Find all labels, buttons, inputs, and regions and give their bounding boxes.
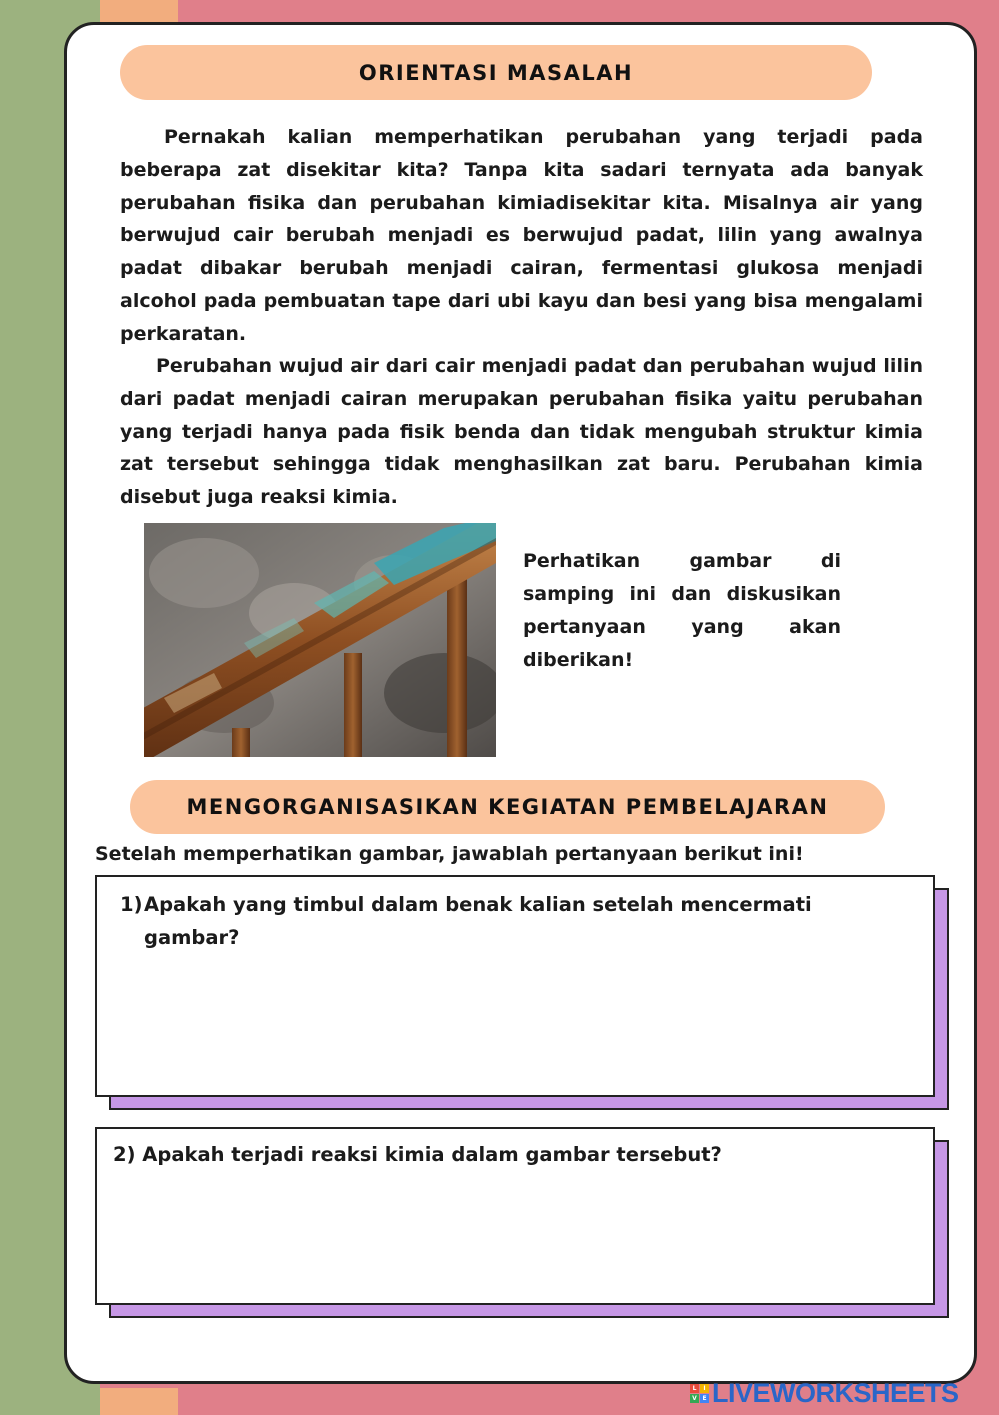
rusty-railing-photo: [144, 523, 496, 757]
answer-2-input[interactable]: [110, 1178, 926, 1297]
logo-block-i: I: [700, 1384, 709, 1393]
question-2-text: [113, 1138, 913, 1171]
question-1-number: 1): [120, 893, 143, 916]
liveworksheets-logo: [690, 1378, 959, 1408]
question-instruction: Setelah memperhatikan gambar, jawablah pertanyaan berikut ini!: [95, 843, 804, 865]
intro-paragraph-1: Pernakah kalian memperhatikan perubahan yang terjadi pada beberapa zat disekitar kita? Tanpa kita sadari ternyata ada banyak perubahan fisika dan perubahan kimiadisekitar kita. Misalnya air yang berwujud cair berubah menjadi es berwujud padat, lilin yang awalnya padat dibakar berubah menjadi cairan, fermentasi glukosa menjadi alcohol pada pembuatan tape dari ubi kayu dan besi yang bisa mengalami perkaratan.: [120, 126, 923, 345]
logo-block-l: L: [690, 1384, 699, 1393]
section-heading-text: ORIENTASI MASALAH: [358, 60, 634, 85]
section-heading-text: MENGORGANISASIKAN KEGIATAN PEMBELAJARAN: [186, 795, 829, 819]
question-1-text: [120, 888, 860, 954]
logo-block-e: E: [700, 1394, 709, 1403]
answer-1-input[interactable]: [110, 960, 926, 1089]
question-2-line: Apakah terjadi reaksi kimia dalam gambar tersebut?: [142, 1143, 722, 1166]
question-1-line-2: gambar?: [144, 926, 240, 949]
section-heading-orientasi: [120, 45, 872, 100]
section-heading-mengorganisasikan: [130, 780, 885, 834]
question-1-line-1: Apakah yang timbul dalam benak kalian setelah mencermati: [144, 893, 812, 916]
liveworksheets-wordmark: LIVEWORKSHEETS: [712, 1377, 959, 1408]
liveworksheets-logo-icon: [690, 1384, 709, 1403]
question-2-number: 2): [113, 1143, 136, 1166]
logo-block-v: V: [690, 1394, 699, 1403]
rusty-railing-illustration: [144, 523, 496, 757]
intro-paragraph-2: Perubahan wujud air dari cair menjadi padat dan perubahan wujud lilin dari padat menjadi cairan merupakan perubahan fisika yaitu perubahan yang terjadi hanya pada fisik benda dan tidak mengubah struktur kimia zat tersebut sehingga tidak menghasilkan zat baru. Perubahan kimia disebut juga reaksi kimia.: [120, 355, 923, 509]
top-orange-stripe: [100, 0, 178, 22]
bottom-orange-stripe: [100, 1388, 178, 1415]
image-instruction-text: Perhatikan gambar di samping ini dan diskusikan pertanyaan yang akan diberikan!: [523, 550, 841, 671]
